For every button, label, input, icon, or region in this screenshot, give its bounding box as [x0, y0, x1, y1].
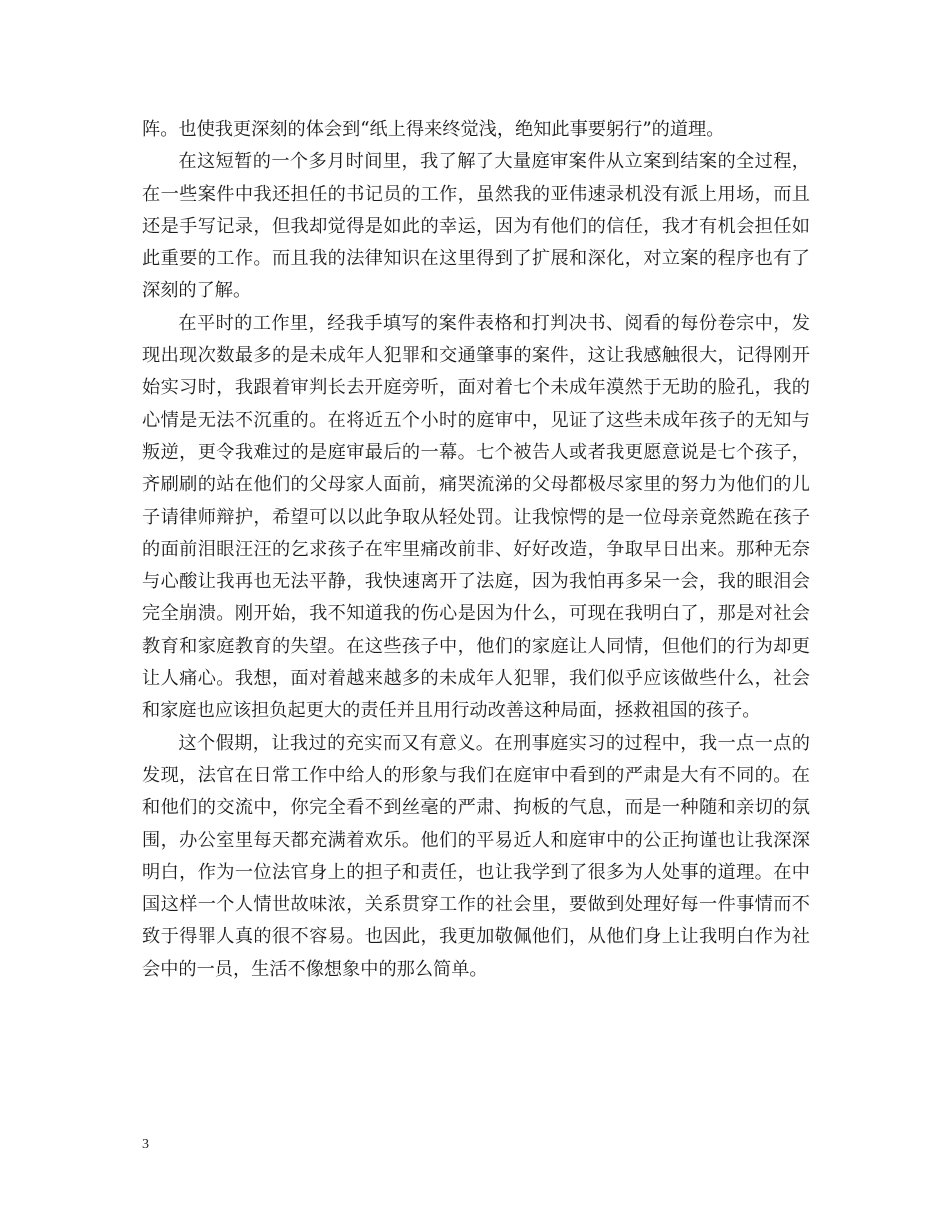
page-number: 3: [142, 1137, 149, 1152]
paragraph: 在平时的工作里，经我手填写的案件表格和打判决书、阅看的每份卷宗中，发现出现次数最多的是未成年人犯罪和交通肇事的案件，这让我感触很大，记得刚开始实习时，我跟着审判长去开庭旁听，面对着七个未成年漠然于无助的脸孔，我的心情是无法不沉重的。在将近五个小时的庭审中，见证了这些未成年孩子的无知与叛逆，更令我难过的是庭审最后的一幕。七个被告人或者我更愿意说是七个孩子，齐刷刷的站在他们的父母家人面前，痛哭流涕的父母都极尽家里的努力为他们的儿子请律师辩护，希望可以以此争取从轻处罚。让我惊愕的是一位母亲竟然跪在孩子的面前泪眼汪汪的乞求孩子在牢里痛改前非、好好改造，争取早日出来。那种无奈与心酸让我再也无法平静，我快速离开了法庭，因为我怕再多呆一会，我的眼泪会完全崩溃。刚开始，我不知道我的伤心是因为什么，可现在我明白了，那是对社会教育和家庭教育的失望。在这些孩子中，他们的家庭让人同情，但他们的行为却更让人痛心。我想，面对着越来越多的未成年人犯罪，我们似乎应该做些什么，社会和家庭也应该担负起更大的责任并且用行动改善这种局面，拯救祖国的孩子。: [142, 312, 810, 722]
paragraph: 这个假期，让我过的充实而又有意义。在刑事庭实习的过程中，我一点一点的发现，法官在日常工作中给人的形象与我们在庭审中看到的严肃是大有不同的。在和他们的交流中，你完全看不到丝毫的严肃、拘板的气息，而是一种随和亲切的氛围，办公室里每天都充满着欢乐。他们的平易近人和庭审中的公正拘谨也让我深深明白，作为一位法官身上的担子和责任，也让我学到了很多为人处事的道理。在中国这样一个人情世故味浓，关系贯穿工作的社会里，要做到处理好每一件事情而不致于得罪人真的很不容易。也因此，我更加敬佩他们，从他们身上让我明白作为社会中的一员，生活不像想象中的那么简单。: [142, 732, 810, 980]
paragraph: 在这短暂的一个多月时间里，我了解了大量庭审案件从立案到结案的全过程，在一些案件中我还担任的书记员的工作，虽然我的亚伟速录机没有派上用场，而且还是手写记录，但我却觉得是如此的幸运，因为有他们的信任，我才有机会担任如此重要的工作。而且我的法律知识在这里得到了扩展和深化，对立案的程序也有了深刻的了解。: [142, 151, 810, 302]
document-body: [142, 114, 810, 986]
paragraph-continued: 阵。也使我更深刻的体会到“纸上得来终觉浅，绝知此事要躬行”的道理。: [142, 119, 725, 140]
